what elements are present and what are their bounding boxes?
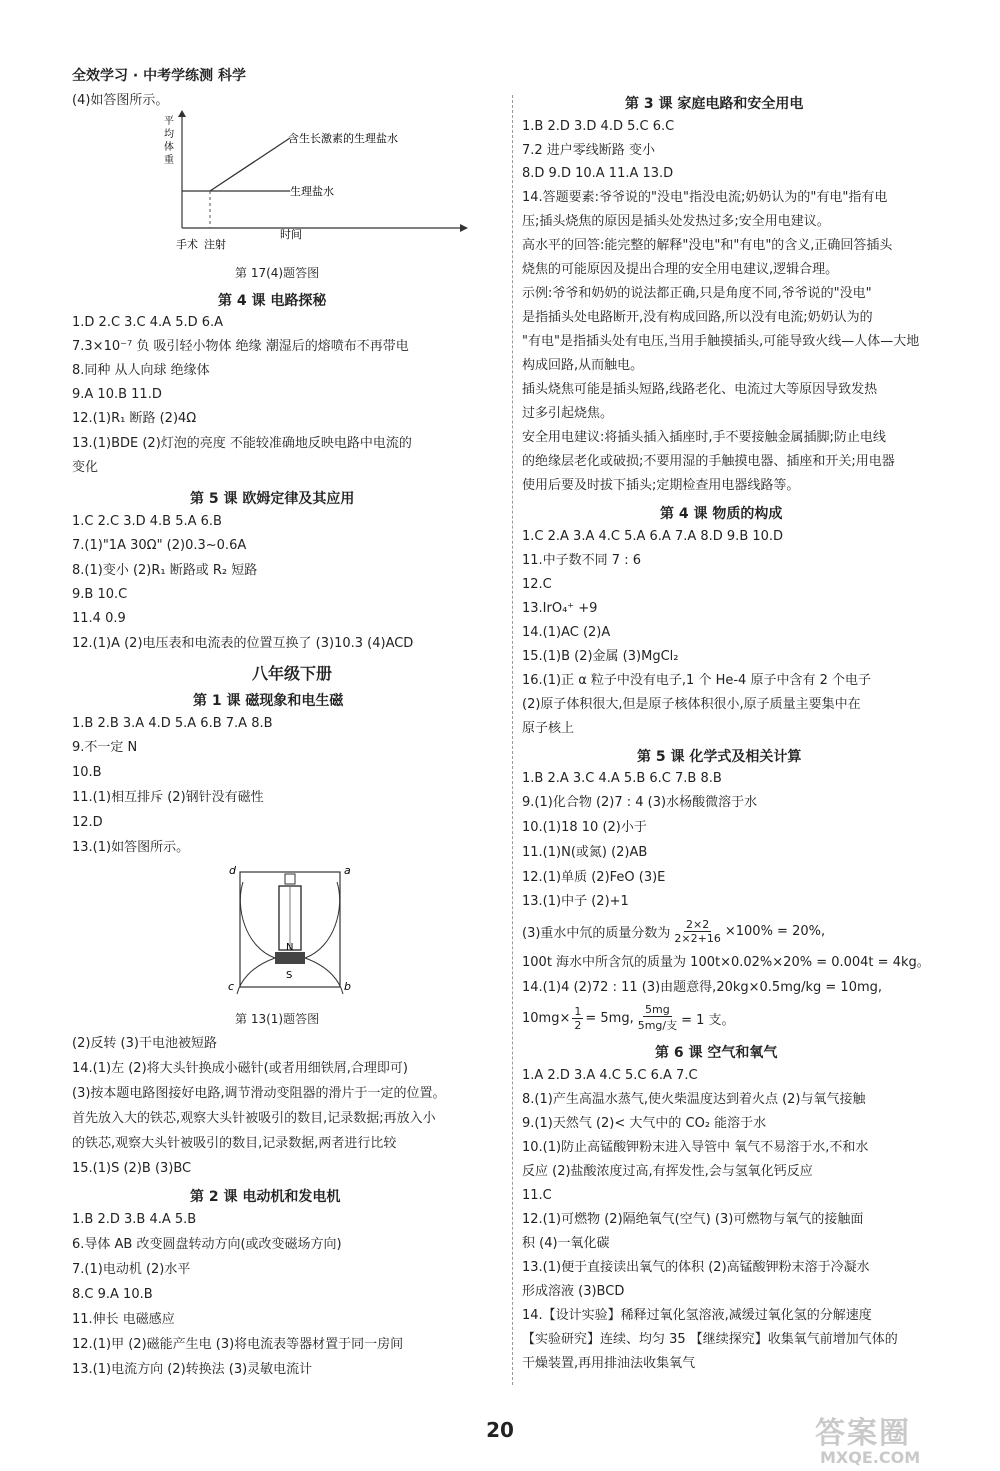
running-header: 全效学习 · 中考学练测 科学 bbox=[72, 68, 246, 84]
answer-line: 12.(1)R₁ 断路 (2)4Ω bbox=[72, 411, 197, 426]
answer-line: 烧焦的可能原因及提出合理的安全用电建议,逻辑合理。 bbox=[522, 262, 839, 277]
fraction-denominator: 2 bbox=[574, 1018, 582, 1032]
answer-line: 14.【设计实验】稀释过氧化氢溶液,减缓过氧化氢的分解速度 bbox=[522, 1308, 872, 1323]
fraction-numerator: 5mg bbox=[645, 1003, 670, 1016]
answer-line: 100t 海水中所含氘的质量为 100t×0.02%×20% = 0.004t = 4kg。 bbox=[522, 955, 930, 970]
answer-line: 8.D 9.D 10.A 11.A 13.D bbox=[522, 166, 674, 181]
answer-line: 11.(1)N(或氮) (2)AB bbox=[522, 845, 648, 860]
answer-line: 11.伸长 电磁感应 bbox=[72, 1312, 175, 1327]
formula-text: = 5mg, bbox=[585, 1010, 634, 1026]
answer-line: 10.(1)防止高锰酸钾粉末进入导管中 氧气不易溶于水,不和水 bbox=[522, 1140, 869, 1155]
answer-line: 7.(1)电动机 (2)水平 bbox=[72, 1262, 191, 1277]
answer-line: 1.B 2.B 3.A 4.D 5.A 6.B 7.A 8.B bbox=[72, 716, 273, 731]
lesson-title: 第 5 课 化学式及相关计算 bbox=[637, 749, 802, 765]
fraction bbox=[636, 1003, 679, 1033]
answer-line: 8.(1)变小 (2)R₁ 断路或 R₂ 短路 bbox=[72, 563, 258, 578]
answer-line: 13.(1)便于直接读出氧气的体积 (2)高锰酸钾粉末溶于冷凝水 bbox=[522, 1260, 870, 1275]
answer-line: 13.IrO₄⁺ +9 bbox=[522, 601, 598, 616]
answer-line: 1.C 2.C 3.D 4.B 5.A 6.B bbox=[72, 514, 222, 529]
answer-line: 13.(1)如答图所示。 bbox=[72, 840, 190, 855]
label-b: b bbox=[344, 980, 351, 993]
x-arrow bbox=[460, 224, 468, 232]
ylabel-char: 体 bbox=[164, 142, 174, 153]
answer-line: 6.导体 AB 改变圆盘转动方向(或改变磁场方向) bbox=[72, 1237, 342, 1252]
label-a: a bbox=[344, 864, 351, 877]
answer-line: 积 (4)一氧化碳 bbox=[522, 1236, 610, 1251]
x-label-injection: 注射 bbox=[204, 238, 226, 251]
answer-line: 干燥装置,再用排油法收集氧气 bbox=[522, 1356, 696, 1371]
answer-line: 8.(1)产生高温水蒸气,使火柴温度达到着火点 (2)与氧气接触 bbox=[522, 1092, 866, 1107]
ylabel-char: 平 bbox=[164, 116, 174, 127]
label-line1: 含生长激素的生理盐水 bbox=[288, 132, 398, 145]
answer-line: 12.C bbox=[522, 577, 552, 592]
answer-line: 11.(1)相互排斥 (2)钢针没有磁性 bbox=[72, 790, 264, 805]
lesson-title: 第 4 课 物质的构成 bbox=[660, 506, 783, 522]
fraction-denominator: 5mg/支 bbox=[637, 1019, 678, 1032]
answer-line: 1.A 2.D 3.A 4.C 5.C 6.A 7.C bbox=[522, 1068, 698, 1083]
field-line bbox=[305, 958, 343, 994]
answer-line: 13.(1)BDE (2)灯泡的亮度 不能较准确地反映电路中电流的 bbox=[72, 436, 412, 451]
answer-line: 8.同种 从人向球 绝缘体 bbox=[72, 363, 210, 378]
fig17-graph bbox=[160, 110, 470, 260]
fraction-numerator: 2×2 bbox=[686, 917, 710, 931]
watermark-logo: 答案圈 bbox=[815, 1416, 911, 1451]
lesson-title: 第 4 课 电路探秘 bbox=[218, 293, 327, 309]
answer-line: 压;插头烧焦的原因是插头处发热过多;安全用电建议。 bbox=[522, 214, 830, 229]
answer-line: 8.C 9.A 10.B bbox=[72, 1287, 153, 1302]
answer-line: 使用后要及时拔下插头;定期检查用电器线路等。 bbox=[522, 478, 800, 493]
formula-text: ×100% = 20%, bbox=[724, 923, 826, 939]
answer-line: 9.不一定 N bbox=[72, 740, 138, 755]
answer-line: 9.B 10.C bbox=[72, 587, 128, 602]
answer-line: 9.A 10.B 11.D bbox=[72, 387, 162, 402]
answer-line: 12.D bbox=[72, 815, 103, 830]
answer-line: 【实验研究】连续、均匀 35 【继续探究】收集氧气前增加气体的 bbox=[522, 1332, 898, 1347]
lesson-title: 第 5 课 欧姆定律及其应用 bbox=[190, 491, 355, 507]
answer-line: 反应 (2)盐酸浓度过高,有挥发性,会与氢氧化钙反应 bbox=[522, 1164, 813, 1179]
answer-line: 7.3×10⁻⁷ 负 吸引轻小物体 绝缘 潮湿后的熔喷布不再带电 bbox=[72, 339, 409, 354]
answer-line: 10.(1)18 10 (2)小于 bbox=[522, 820, 647, 835]
answer-line: 12.(1)A (2)电压表和电流表的位置互换了 (3)10.3 (4)ACD bbox=[72, 636, 414, 651]
label-n: N bbox=[286, 942, 294, 953]
column-divider bbox=[512, 95, 513, 1385]
answer-line: 11.C bbox=[522, 1188, 552, 1203]
field-line bbox=[305, 882, 340, 958]
answer-line: 变化 bbox=[72, 460, 99, 475]
answer-line: 9.(1)天然气 (2)< 大气中的 CO₂ 能溶于水 bbox=[522, 1116, 767, 1131]
answer-line: 过多引起烧焦。 bbox=[522, 406, 614, 421]
answer-line: 1.D 2.C 3.C 4.A 5.D 6.A bbox=[72, 315, 224, 330]
answer-line: 安全用电建议:将插头插入插座时,手不要接触金属插脚;防止电线 bbox=[522, 430, 886, 445]
answer-line: 7.(1)"1A 30Ω" (2)0.3~0.6A bbox=[72, 538, 247, 553]
label-c: c bbox=[228, 980, 235, 993]
formula-text: (3)重水中氘的质量分数为 bbox=[522, 925, 671, 941]
formula-line bbox=[522, 914, 825, 948]
label-s: S bbox=[286, 970, 293, 981]
fraction-numerator: 1 bbox=[574, 1004, 582, 1018]
lesson-title: 第 3 课 家庭电路和安全用电 bbox=[625, 96, 804, 112]
x-label-time: 时间 bbox=[280, 228, 302, 241]
line-growth-hormone bbox=[210, 138, 290, 191]
answer-line: 原子核上 bbox=[522, 721, 575, 736]
answer-line: 15.(1)S (2)B (3)BC bbox=[72, 1161, 192, 1176]
answer-line: 7.2 进户零线断路 变小 bbox=[522, 143, 655, 158]
answer-line: 形成溶液 (3)BCD bbox=[522, 1284, 625, 1299]
answer-line: "有电"是指插头处有电压,当用手触摸插头,可能导致火线—人体—大地 bbox=[522, 334, 920, 349]
answer-line: 1.B 2.A 3.C 4.A 5.B 6.C 7.B 8.B bbox=[522, 771, 722, 786]
grade-heading: 八年级下册 bbox=[252, 664, 333, 683]
field-line bbox=[240, 882, 275, 958]
answer-line: 14.答题要素:爷爷说的"没电"指没电流;奶奶认为的"有电"指有电 bbox=[522, 190, 888, 205]
answer-line: 首先放入大的铁芯,观察大头针被吸引的数目,记录数据;再放入小 bbox=[72, 1111, 436, 1126]
answer-line: (2)反转 (3)干电池被短路 bbox=[72, 1036, 217, 1051]
answer-line: 14.(1)AC (2)A bbox=[522, 625, 611, 640]
lesson-title: 第 2 课 电动机和发电机 bbox=[190, 1189, 341, 1205]
answer-line: 9.(1)化合物 (2)7 : 4 (3)水杨酸微溶于水 bbox=[522, 795, 758, 810]
answer-line: 的绝缘层老化或破损;不要用湿的手触摸电器、插座和开关;用电器 bbox=[522, 454, 895, 469]
fig17-caption: 第 17(4)题答图 bbox=[235, 266, 320, 280]
x-label-surgery: 手术 bbox=[176, 238, 198, 251]
answer-line: 14.(1)4 (2)72 : 11 (3)由题意得,20kg×0.5mg/kg = 10mg, bbox=[522, 980, 883, 995]
answer-line: 高水平的回答:能完整的解释"没电"和"有电"的含义,正确回答插头 bbox=[522, 238, 893, 253]
answer-line: 的铁芯,观察大头针被吸引的数目,记录数据,两者进行比较 bbox=[72, 1136, 397, 1151]
answer-line: 14.(1)左 (2)将大头针换成小磁针(或者用细铁屑,合理即可) bbox=[72, 1061, 408, 1076]
answer-line: 1.B 2.D 3.D 4.D 5.C 6.C bbox=[522, 119, 675, 134]
label-d: d bbox=[229, 864, 236, 877]
ylabel-char: 均 bbox=[164, 129, 174, 140]
text-line: (4)如答图所示。 bbox=[72, 93, 169, 108]
answer-line: (3)按本题电路图接好电路,调节滑动变阻器的滑片于一定的位置。 bbox=[72, 1086, 446, 1101]
fig13-circuit-diagram bbox=[225, 862, 355, 1007]
answer-line: (2)原子体积很大,但是原子核体积很小,原子质量主要集中在 bbox=[522, 697, 861, 712]
answer-line: 1.C 2.A 3.A 4.C 5.A 6.A 7.A 8.D 9.B 10.D bbox=[522, 529, 784, 544]
fraction-denominator: 2×2+16 bbox=[674, 931, 721, 945]
formula-text: = 1 支。 bbox=[681, 1012, 735, 1028]
answer-line: 是指插头处电路断开,没有构成回路,所以没有电流;奶奶认为的 bbox=[522, 310, 873, 325]
label-line2: 生理盐水 bbox=[290, 185, 334, 198]
fig13-caption: 第 13(1)题答图 bbox=[235, 1012, 320, 1026]
answer-line: 10.B bbox=[72, 765, 102, 780]
ylabel-char: 重 bbox=[164, 155, 174, 166]
watermark-url: MXQE.COM bbox=[820, 1448, 921, 1467]
answer-line: 11.中子数不同 7 : 6 bbox=[522, 553, 641, 568]
lesson-title: 第 1 课 磁现象和电生磁 bbox=[193, 693, 344, 709]
answer-line: 13.(1)中子 (2)+1 bbox=[522, 894, 629, 909]
formula-line bbox=[522, 1001, 735, 1035]
battery bbox=[285, 874, 295, 884]
magnet bbox=[275, 952, 305, 964]
answer-line: 构成回路,从而触电。 bbox=[522, 358, 644, 373]
answer-line: 16.(1)正 α 粒子中没有电子,1 个 He-4 原子中含有 2 个电子 bbox=[522, 673, 871, 688]
answer-line: 12.(1)可燃物 (2)隔绝氧气(空气) (3)可燃物与氧气的接触面 bbox=[522, 1212, 864, 1227]
lesson-title: 第 6 课 空气和氧气 bbox=[655, 1045, 778, 1061]
answer-line: 示例:爷爷和奶奶的说法都正确,只是角度不同,爷爷说的"没电" bbox=[522, 286, 872, 301]
formula-text: 10mg× bbox=[522, 1010, 571, 1026]
answer-line: 12.(1)单质 (2)FeO (3)E bbox=[522, 870, 666, 885]
y-arrow bbox=[178, 110, 186, 117]
fraction bbox=[572, 1005, 583, 1032]
answer-line: 插头烧焦可能是插头短路,线路老化、电流过大等原因导致发热 bbox=[522, 382, 878, 397]
answer-line: 15.(1)B (2)金属 (3)MgCl₂ bbox=[522, 649, 679, 664]
page-number: 20 bbox=[486, 1418, 514, 1442]
answer-line: 12.(1)甲 (2)磁能产生电 (3)将电流表等器材置于同一房间 bbox=[72, 1337, 404, 1352]
answer-line: 1.B 2.D 3.B 4.A 5.B bbox=[72, 1212, 197, 1227]
answer-line: 13.(1)电流方向 (2)转换法 (3)灵敏电流计 bbox=[72, 1362, 313, 1377]
field-line bbox=[237, 958, 275, 994]
answer-line: 11.4 0.9 bbox=[72, 611, 126, 626]
fraction bbox=[672, 918, 722, 945]
